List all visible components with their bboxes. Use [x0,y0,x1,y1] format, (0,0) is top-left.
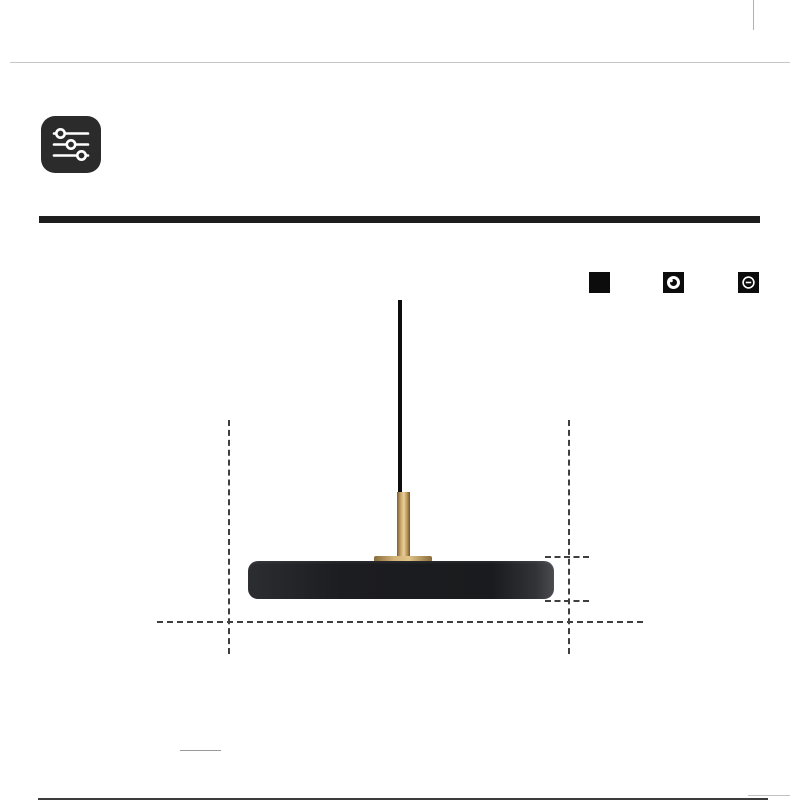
top-ruler [39,216,760,252]
height-guide-top [545,556,589,558]
banner-lighting-display [40,79,758,95]
height-guide-bottom [545,600,589,602]
lamp-shade-disc [248,561,554,599]
bottom-ruler [38,789,768,800]
minus-circle-icon [738,272,759,293]
lamp-cord [398,300,402,493]
sliders-icon [41,116,101,173]
camera-lens-icon [663,272,684,293]
sliders-icon-glyph [41,116,101,173]
footer-rule [180,750,221,751]
lamp-brass-stem [397,492,410,558]
top-ruler-bar [39,216,760,223]
diameter-dimension-line [157,621,643,623]
copyright-icon [589,272,610,293]
diameter-guide-left [228,420,230,654]
diameter-guide-right [568,420,570,654]
top-right-tick-line [753,0,754,30]
header-divider [10,62,790,63]
bottom-right-corner-mark [748,795,790,799]
